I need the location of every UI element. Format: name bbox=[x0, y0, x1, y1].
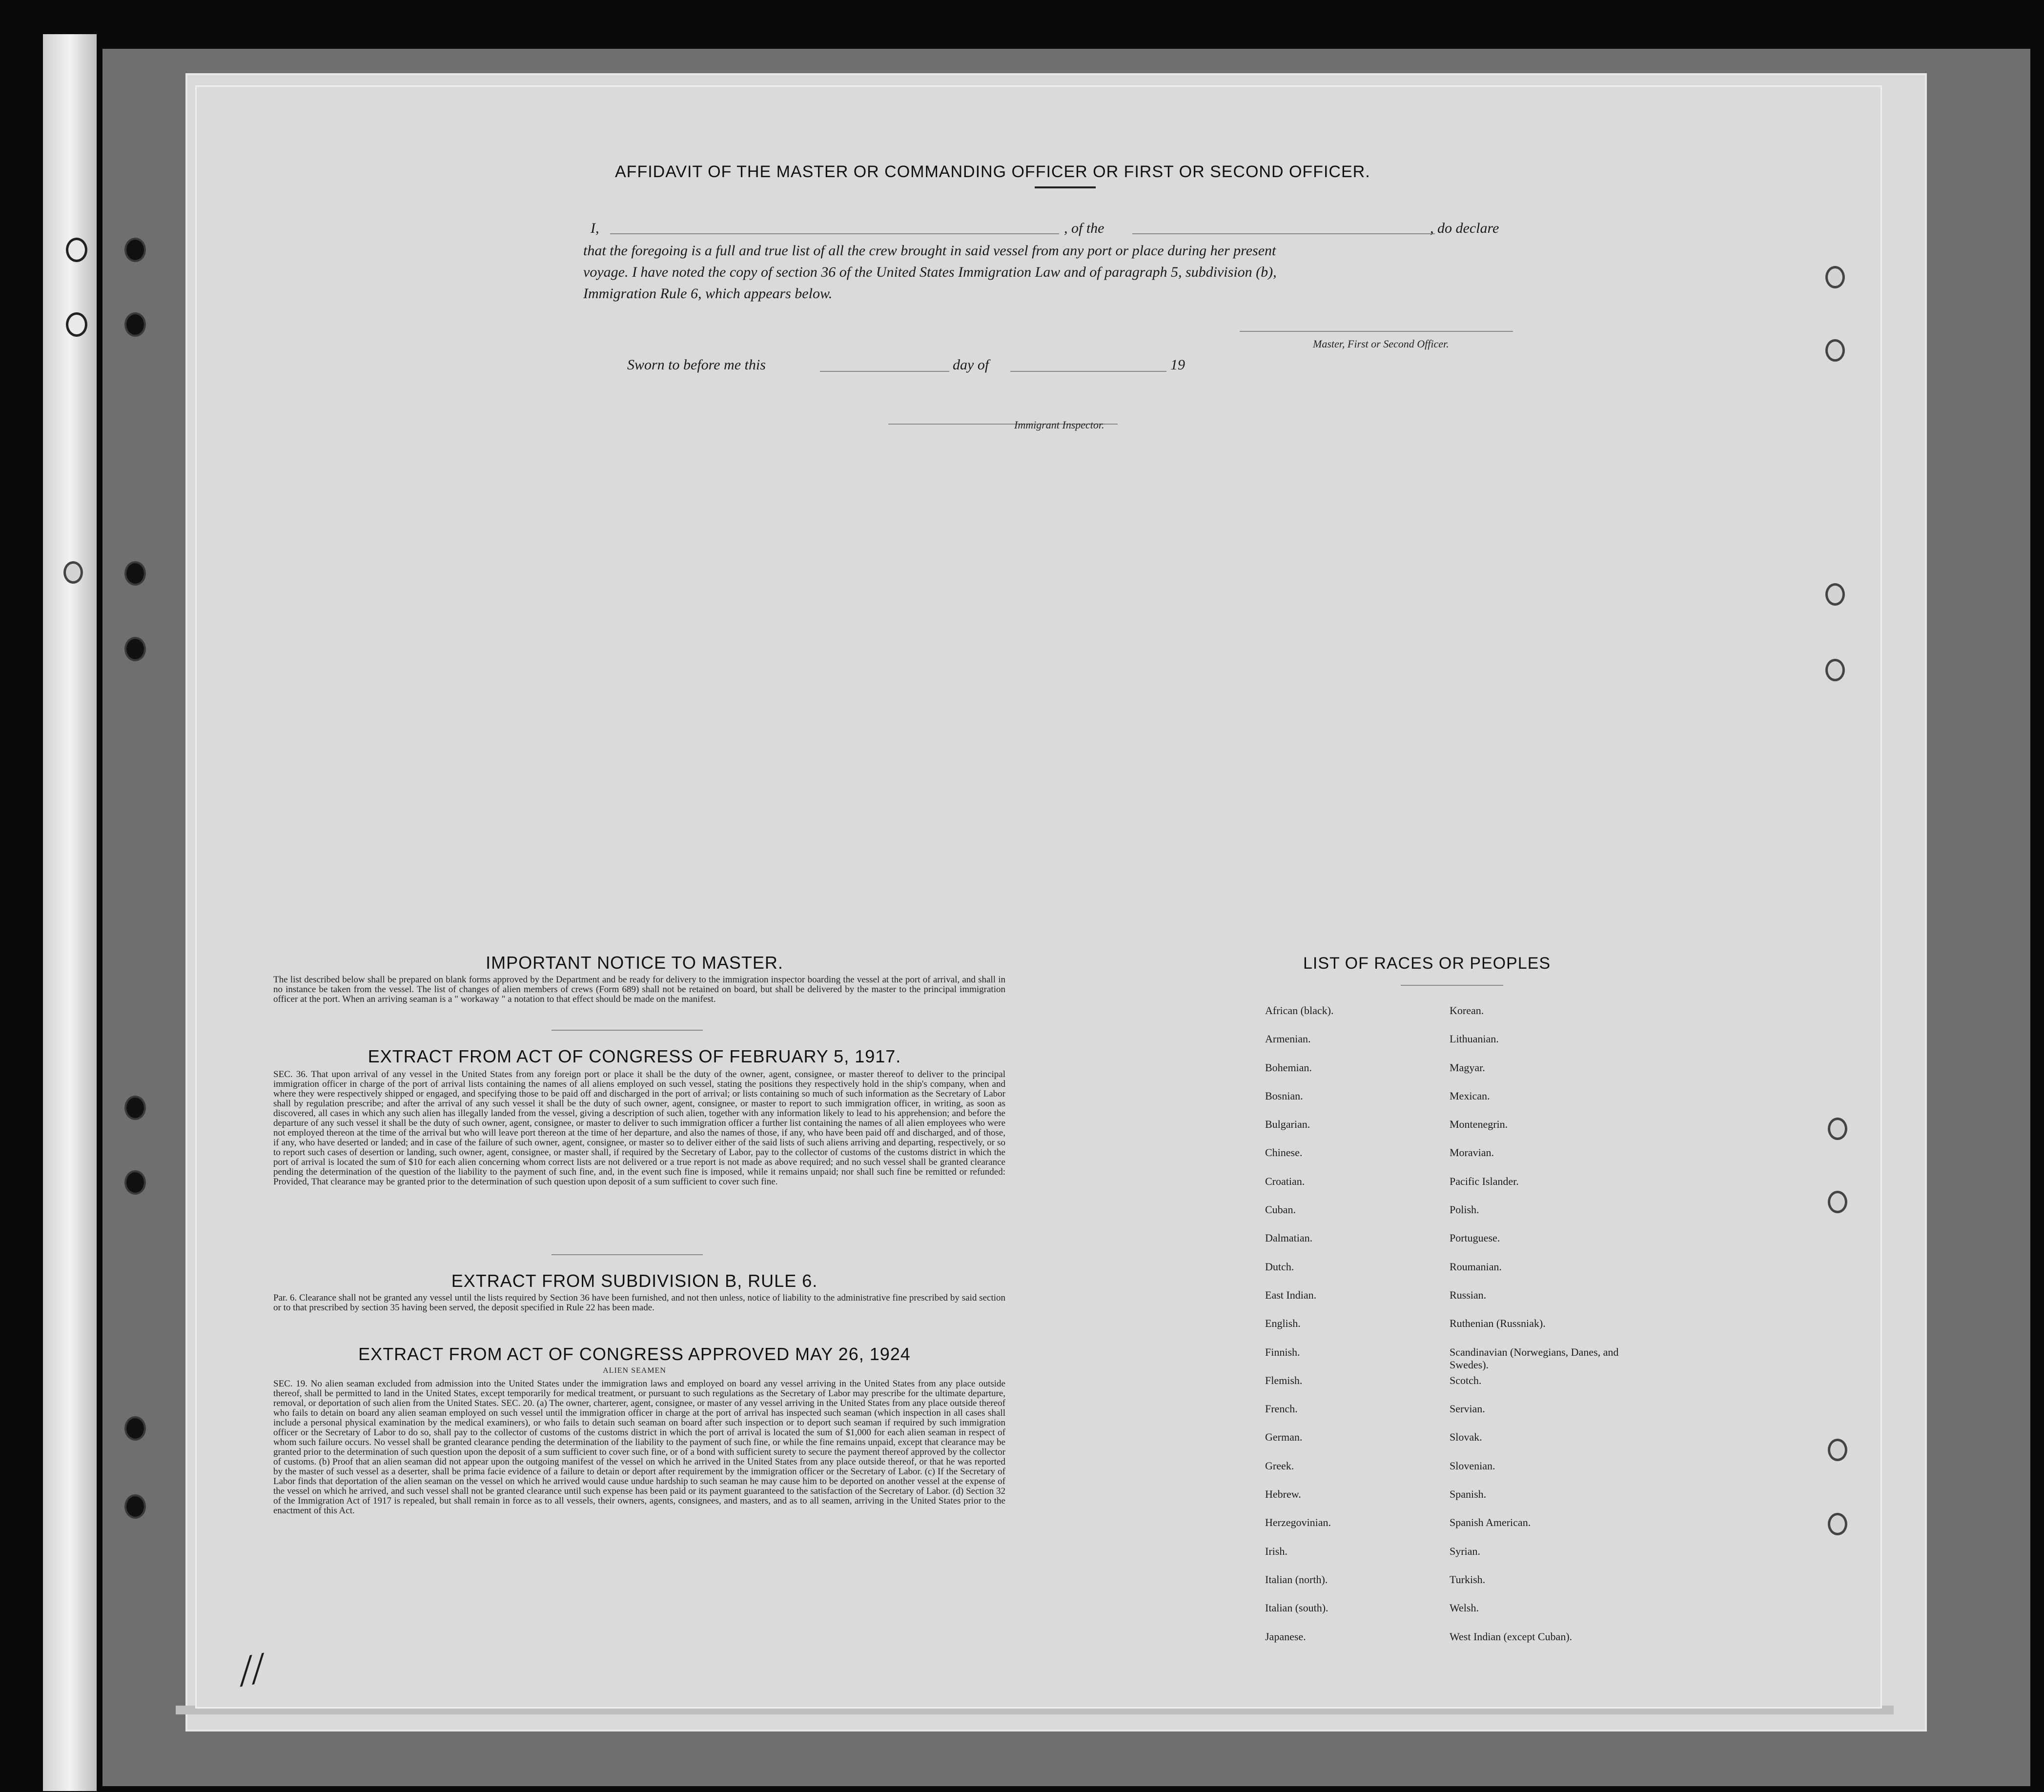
binder-hole-icon bbox=[124, 637, 146, 661]
margin-pencil-mark: // bbox=[235, 1644, 268, 1696]
extract-1917-text: SEC. 36. That upon arrival of any vessel in the United States from any foreign port or place it shall be the duty of the owner, agent, consignee, or master thereof to deliver to the principal immigration officer in charge of the port of arrival lists containing the names of all aliens employed on such vessel, stating the positions they respectively hold in the ship's company, when and where they were respectively shipped or engaged, and specifying those to be paid off and discharged in the port of arrival; or lists containing so much of such information as the Secretary of Labor shall by regulation prescribe; and after the arrival of any such vessel it shall be the duty of such owner, agent, consignee, or master to report to such immigration officer, in writing, as soon as discovered, all cases in which any such alien has illegally landed from the vessel, giving a description of such alien, together with any information likely to lead to his apprehension; and before the departure of any such vessel it shall be the duty of such owner, agent, consignee, or master to deliver to such immigration officer a further list containing the names of all alien employees who were not employed thereon at the time of the arrival but who will leave port thereon at the time of her departure, and also the names of those, if any, who have been paid off and discharged, and of those, if any, who have deserted or landed; and in case of the failure of such owner, agent, consignee, or master so to deliver either of the said lists of such aliens arriving and departing, respectively, or so to report such cases of desertion or landing, such owner, agent, consignee, or master shall, if required by the Secretary of Labor, pay to the collector of customs of the customs district in which the port of arrival is located the sum of $10 for each alien concerning whom correct lists are not delivered or a true report is not made as above required; and no such vessel shall be granted clearance pending the determination of the question of the liability to the payment of such fine, and, in the event such fine is imposed, while it remains unpaid; nor shall such fine be remitted or refunded: Provided, That clearance may be granted prior to the determination of such question upon deposit of a sum sufficient to cover such fine. bbox=[273, 1069, 1005, 1187]
race-item: Slovak. bbox=[1450, 1431, 1482, 1444]
race-item: Flemish. bbox=[1265, 1374, 1303, 1386]
race-item: Italian (north). bbox=[1265, 1573, 1328, 1586]
page-hole-icon bbox=[1828, 1118, 1847, 1140]
race-item: German. bbox=[1265, 1431, 1303, 1444]
vessel-name-blank bbox=[1132, 233, 1435, 234]
affidavit-of-the-label: , of the bbox=[1064, 220, 1104, 236]
race-item: Finnish. bbox=[1265, 1345, 1300, 1358]
page-hole-icon bbox=[1825, 266, 1845, 288]
races-right-column bbox=[1450, 1004, 1635, 1659]
race-item: English. bbox=[1265, 1317, 1301, 1330]
binder-hole-icon bbox=[66, 238, 87, 262]
master-signature-blank bbox=[1240, 331, 1513, 332]
race-item: Scotch. bbox=[1450, 1374, 1482, 1386]
affidavit-statement-line: voyage. I have noted the copy of section 36 of the United States Immigration Law and of paragraph 5, subdivision (b), bbox=[583, 264, 1277, 280]
notice-text: The list described below shall be prepared on blank forms approved by the Department and be ready for delivery to the immigration inspector boarding the vessel at the port of arrival, and shall in no instance be taken from the vessel. The list of changes of alien members of crews (Form 689) shall not be retained on board, but shall be delivered by the master to the principal immigration officer at the port. When an arriving seaman is a " workaway " a notation to that effect should be made on the manifest. bbox=[273, 975, 1005, 1004]
extract-rule6-title: EXTRACT FROM SUBDIVISION B, RULE 6. bbox=[451, 1271, 818, 1291]
binder-hole-icon bbox=[124, 1416, 146, 1441]
race-item: Armenian. bbox=[1265, 1033, 1311, 1045]
race-item: Spanish American. bbox=[1450, 1516, 1531, 1529]
races-left-column bbox=[1265, 1004, 1411, 1659]
page-hole-icon bbox=[1828, 1513, 1847, 1535]
race-item: Welsh. bbox=[1450, 1602, 1479, 1614]
race-item: Korean. bbox=[1450, 1004, 1484, 1017]
sworn-label: Sworn to before me this bbox=[627, 357, 766, 373]
race-item: Spanish. bbox=[1450, 1488, 1487, 1501]
race-item: Montenegrin. bbox=[1450, 1118, 1508, 1131]
section-divider bbox=[552, 1030, 703, 1031]
race-item: Bosnian. bbox=[1265, 1089, 1303, 1102]
race-item: Cuban. bbox=[1265, 1203, 1296, 1216]
race-item: West Indian (except Cuban). bbox=[1450, 1630, 1573, 1643]
race-item: Italian (south). bbox=[1265, 1602, 1329, 1614]
binder-hole-icon bbox=[124, 1170, 146, 1195]
race-item: Pacific Islander. bbox=[1450, 1175, 1519, 1187]
binder-hole-icon bbox=[124, 561, 146, 586]
extract-1924-title: EXTRACT FROM ACT OF CONGRESS APPROVED MAY 26, 1924 bbox=[358, 1344, 911, 1364]
affidavit-statement-line: that the foregoing is a full and true list of all the crew brought in said vessel from any port or place during her present bbox=[583, 243, 1276, 259]
scan-edge-strip bbox=[43, 34, 97, 1791]
race-item: Japanese. bbox=[1265, 1630, 1306, 1643]
race-item: Portuguese. bbox=[1450, 1232, 1500, 1244]
day-of-label: day of bbox=[953, 357, 989, 373]
race-item: Polish. bbox=[1450, 1203, 1479, 1216]
race-item: Irish. bbox=[1265, 1545, 1288, 1557]
binder-hole-icon bbox=[124, 1494, 146, 1519]
race-item: Roumanian. bbox=[1450, 1260, 1502, 1273]
extract-1924-subtitle: ALIEN SEAMEN bbox=[603, 1366, 666, 1375]
extract-rule6-text: Par. 6. Clearance shall not be granted any vessel until the lists required by Section 36 have been furnished, and not then unless, notice of liability to the administrative fine prescribed by said section or to that prescribed by section 35 having been served, the deposit specified in Rule 22 has been made. bbox=[273, 1293, 1005, 1313]
binder-hole-icon bbox=[124, 1096, 146, 1120]
notice-title: IMPORTANT NOTICE TO MASTER. bbox=[486, 953, 783, 973]
page-hole-icon bbox=[1828, 1439, 1847, 1461]
race-item: Syrian. bbox=[1450, 1545, 1480, 1557]
race-item: East Indian. bbox=[1265, 1288, 1317, 1301]
race-item: French. bbox=[1265, 1403, 1298, 1415]
year-label: 19 bbox=[1170, 357, 1185, 373]
race-item: Russian. bbox=[1450, 1288, 1487, 1301]
race-item: Herzegovinian. bbox=[1265, 1516, 1331, 1529]
page-hole-icon bbox=[1825, 339, 1845, 362]
race-item: Chinese. bbox=[1265, 1146, 1303, 1159]
extract-1917-title: EXTRACT FROM ACT OF CONGRESS OF FEBRUARY 5, 1917. bbox=[368, 1046, 901, 1066]
races-title: LIST OF RACES OR PEOPLES bbox=[1303, 954, 1551, 973]
race-item: Bulgarian. bbox=[1265, 1118, 1310, 1131]
page-hole-icon bbox=[1825, 583, 1845, 606]
binder-hole-icon bbox=[124, 312, 146, 337]
race-item: Lithuanian. bbox=[1450, 1033, 1499, 1045]
affidavit-declare-label: , do declare bbox=[1430, 220, 1499, 236]
race-item: Scandinavian (Norwegians, Danes, and Swedes). bbox=[1450, 1345, 1619, 1371]
page-hole-icon bbox=[1825, 659, 1845, 681]
sworn-day-blank bbox=[820, 371, 949, 372]
race-item: Mexican. bbox=[1450, 1089, 1490, 1102]
race-item: Moravian. bbox=[1450, 1146, 1494, 1159]
race-item: Hebrew. bbox=[1265, 1488, 1301, 1501]
race-item: Croatian. bbox=[1265, 1175, 1305, 1187]
race-item: Ruthenian (Russniak). bbox=[1450, 1317, 1546, 1330]
binder-hole-icon bbox=[124, 238, 146, 262]
affidavit-title: AFFIDAVIT OF THE MASTER OR COMMANDING OFFICER OR FIRST OR SECOND OFFICER. bbox=[615, 163, 1370, 181]
race-item: Magyar. bbox=[1450, 1061, 1485, 1074]
binder-hole-icon bbox=[63, 561, 83, 584]
binder-hole-icon bbox=[66, 312, 87, 337]
race-item: Slovenian. bbox=[1450, 1459, 1495, 1472]
affidavit-title-underline bbox=[1035, 186, 1096, 188]
race-item: Dutch. bbox=[1265, 1260, 1294, 1273]
race-item: African (black). bbox=[1265, 1004, 1334, 1017]
race-item: Bohemian. bbox=[1265, 1061, 1312, 1074]
race-item: Greek. bbox=[1265, 1459, 1294, 1472]
master-name-blank bbox=[610, 233, 1059, 234]
extract-1924-text: SEC. 19. No alien seaman excluded from admission into the United States under the immigration laws and employed on board any vessel arriving in the United States from any place outside thereof, shall be permitted to land in the United States, except temporarily for medical treatment, or pursuant to such regulations as the Secretary of Labor may prescribe for the ultimate departure, removal, or deportation of such alien from the United States. SEC. 20. (a) The owner, charterer, agent, consignee, or master of any vessel arriving in the United States from any place outside thereof who fails to detain on board any alien seaman employed on such vessel until the immigration officer in charge at the port of arrival has inspected such seaman (which inspection in all cases shall include a personal physical examination by the medical examiners), or who fails to detain such seaman on board after such inspection or to deport such seaman if required by such immigration officer or the Secretary of Labor to do so, shall pay to the collector of customs of the customs district in which the port of arrival is located the sum of $1,000 for each alien seaman in respect of whom such failure occurs. No vessel shall be granted clearance pending the determination of the liability to the payment of such fine, or while the fine remains unpaid, except that clearance may be granted prior to the determination of such question upon the deposit of a sum sufficient to cover such fine, or of a bond with sufficient surety to secure the payment thereof approved by the collector of customs. (b) Proof that an alien seaman did not appear upon the outgoing manifest of the vessel on which he arrived in the United States from any place outside thereof, or that he was reported by the master of such vessel as a deserter, shall be prima facie evidence of a failure to detain or deport after requirement by the immigration officer or the Secretary of Labor. (c) If the Secretary of Labor finds that deportation of the alien seaman on the vessel on which he arrived would cause undue hardship to such seaman he may cause him to be deported on another vessel at the expense of the vessel on which he arrived, and such vessel shall not be granted clearance until such expense has been paid or its payment guaranteed to the satisfaction of the Secretary of Labor. (d) Section 32 of the Immigration Act of 1917 is repealed, but shall remain in force as to all vessels, their owners, agents, consignees, and masters, and as to all seamen, arriving in the United States prior to the enactment of this Act. bbox=[273, 1379, 1005, 1516]
master-signature-label: Master, First or Second Officer. bbox=[1313, 338, 1449, 350]
race-item: Turkish. bbox=[1450, 1573, 1486, 1586]
races-title-divider bbox=[1401, 985, 1503, 986]
race-item: Dalmatian. bbox=[1265, 1232, 1313, 1244]
inspector-signature-label: Immigrant Inspector. bbox=[1014, 419, 1104, 431]
affidavit-i-label: I, bbox=[591, 220, 599, 236]
sworn-month-blank bbox=[1010, 371, 1166, 372]
page-hole-icon bbox=[1828, 1191, 1847, 1213]
race-item: Servian. bbox=[1450, 1403, 1485, 1415]
section-divider bbox=[552, 1254, 703, 1255]
affidavit-statement-line: Immigration Rule 6, which appears below. bbox=[583, 285, 833, 302]
